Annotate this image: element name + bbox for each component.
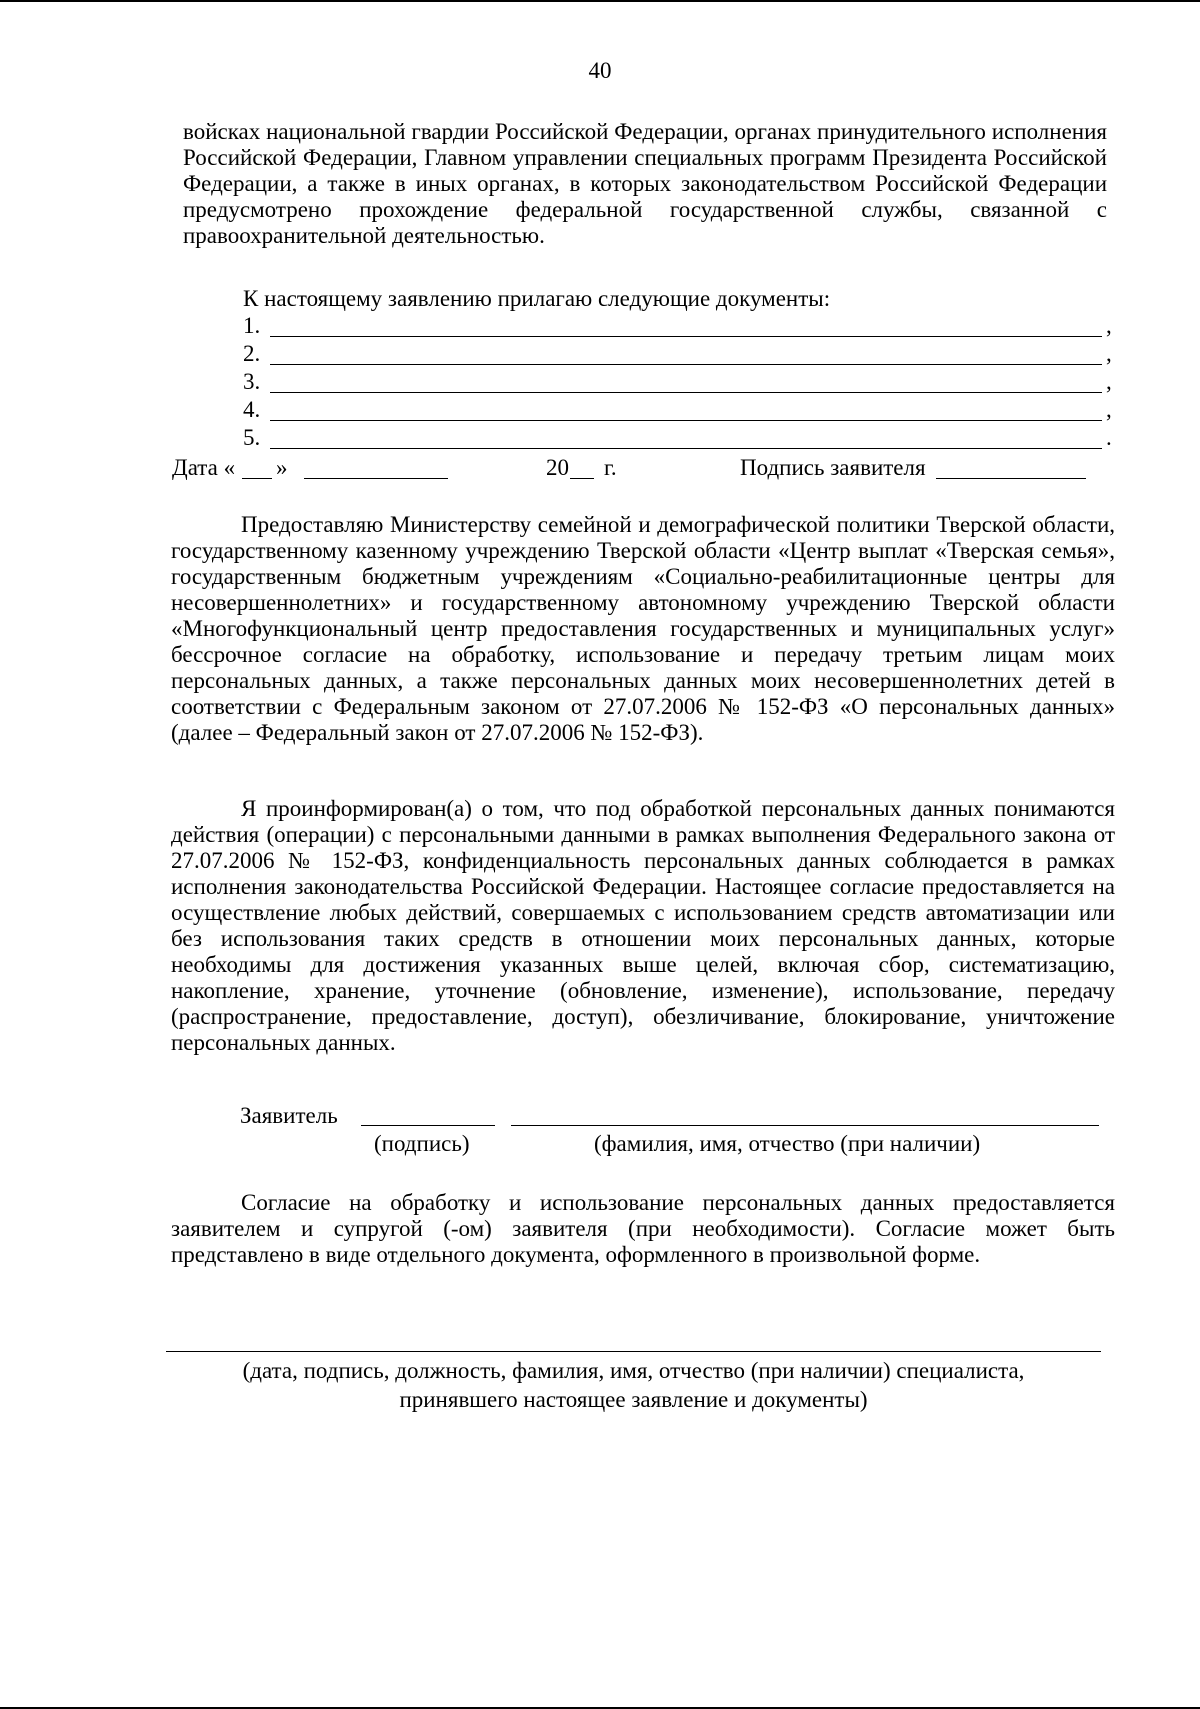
signature-caption: (подпись) [374,1131,470,1156]
specialist-caption [166,1356,1101,1414]
applicant-name-line[interactable] [511,1125,1099,1126]
attachment-row-5[interactable] [243,425,1123,451]
page-number: 40 [588,58,612,83]
spouse-consent-paragraph-text: Согласие на обработку и использование персональных данных предоставляется заявителем и супругой (-ом) заявителя (при необходимости). Согласие может быть представлено в виде отдельного документа, оформленного в произвольной форме. [171,1190,1115,1267]
consent-paragraph [171,512,1115,746]
day-blank[interactable] [242,478,272,479]
year-blank[interactable] [570,478,594,479]
attachments-title: К настоящему заявлению прилагаю следующие документы: [243,286,831,311]
attachment-punctuation: , [1106,369,1112,394]
applicant-label: Заявитель [240,1103,338,1128]
attachment-number: 5. [243,425,261,450]
attachment-blank-line[interactable] [270,448,1102,449]
date-signature-row [172,455,1102,483]
attachment-row-1[interactable] [243,313,1123,339]
attachment-blank-line[interactable] [270,392,1102,393]
informed-paragraph [171,796,1115,1056]
informed-paragraph-text: Я проинформирован(а) о том, что под обработкой персональных данных понимаются действия (операции) с персональными данными в рамках выполнения Федерального закона от 27.07.2006 № 152-ФЗ, конфиденциальность персональных данных соблюдается в рамках исполнения законодательства Российской Федерации. Настоящее согласие предоставляется на осуществление любых действий, совершаемых с использованием средств автоматизации или без использования таких средств в отношении моих персональных данных, которые необходимы для достижения указанных выше целей, включая сбор, систематизацию, накопление, хранение, уточнение (обновление, изменение), использование, передачу (распространение, предоставление, доступ), обезличивание, блокирование, уничтожение персональных данных. [171,796,1115,1055]
attachment-number: 3. [243,369,261,394]
applicant-signature-line[interactable] [361,1125,495,1126]
year-prefix: 20 [546,455,569,480]
date-label: Дата « [172,455,236,480]
applicant-signature-blank[interactable] [936,478,1086,479]
applicant-signature-label: Подпись заявителя [740,455,926,480]
applicant-signature-block [240,1101,1100,1161]
attachment-row-3[interactable] [243,369,1123,395]
attachment-punctuation: , [1106,397,1112,422]
specialist-caption-line-2: принявшего настоящее заявление и документы) [399,1387,868,1412]
attachment-punctuation: , [1106,341,1112,366]
specialist-signature-line[interactable] [166,1351,1101,1352]
scan-edge-top [0,0,1200,2]
attachment-punctuation: . [1106,425,1112,450]
consent-paragraph-text: Предоставляю Министерству семейной и демографической политики Тверской области, государственному казенному учреждению Тверской области «Центр выплат «Тверская семья», государственным бюджетным учреждениям «Социально-реабилитационные центры для несовершеннолетних» и государственному автономному учреждению Тверской области «Многофункциональный центр предоставления государственных и муниципальных услуг» бессрочное согласие на обработку, использование и передачу третьим лицам моих персональных данных, а также персональных данных моих несовершеннолетних детей в соответствии с Федеральным законом от 27.07.2006 № 152-ФЗ «О персональных данных» (далее – Федеральный закон от 27.07.2006 № 152-ФЗ). [171,512,1115,745]
attachment-punctuation: , [1106,313,1112,338]
intro-paragraph [183,119,1107,249]
date-quote-close: » [276,455,288,480]
attachment-number: 2. [243,341,261,366]
month-blank[interactable] [304,478,448,479]
attachment-blank-line[interactable] [270,420,1102,421]
attachment-blank-line[interactable] [270,336,1102,337]
attachment-number: 4. [243,397,261,422]
spouse-consent-paragraph [171,1190,1115,1268]
year-suffix: г. [604,455,617,480]
attachment-blank-line[interactable] [270,364,1102,365]
intro-paragraph-text: войсках национальной гвардии Российской Федерации, органах принудительного исполнения Российской Федерации, Главном управлении специальных программ Президента Российской Федерации, а также в иных органах, в которых законодательством Российской Федерации предусмотрено прохождение федеральной государственной службы, связанной с правоохранительной деятельностью. [183,119,1107,248]
specialist-caption-line-1: (дата, подпись, должность, фамилия, имя, отчество (при наличии) специалиста, [242,1358,1025,1383]
name-caption: (фамилия, имя, отчество (при наличии) [594,1131,981,1156]
attachment-row-4[interactable] [243,397,1123,423]
attachment-number: 1. [243,313,261,338]
attachment-row-2[interactable] [243,341,1123,367]
